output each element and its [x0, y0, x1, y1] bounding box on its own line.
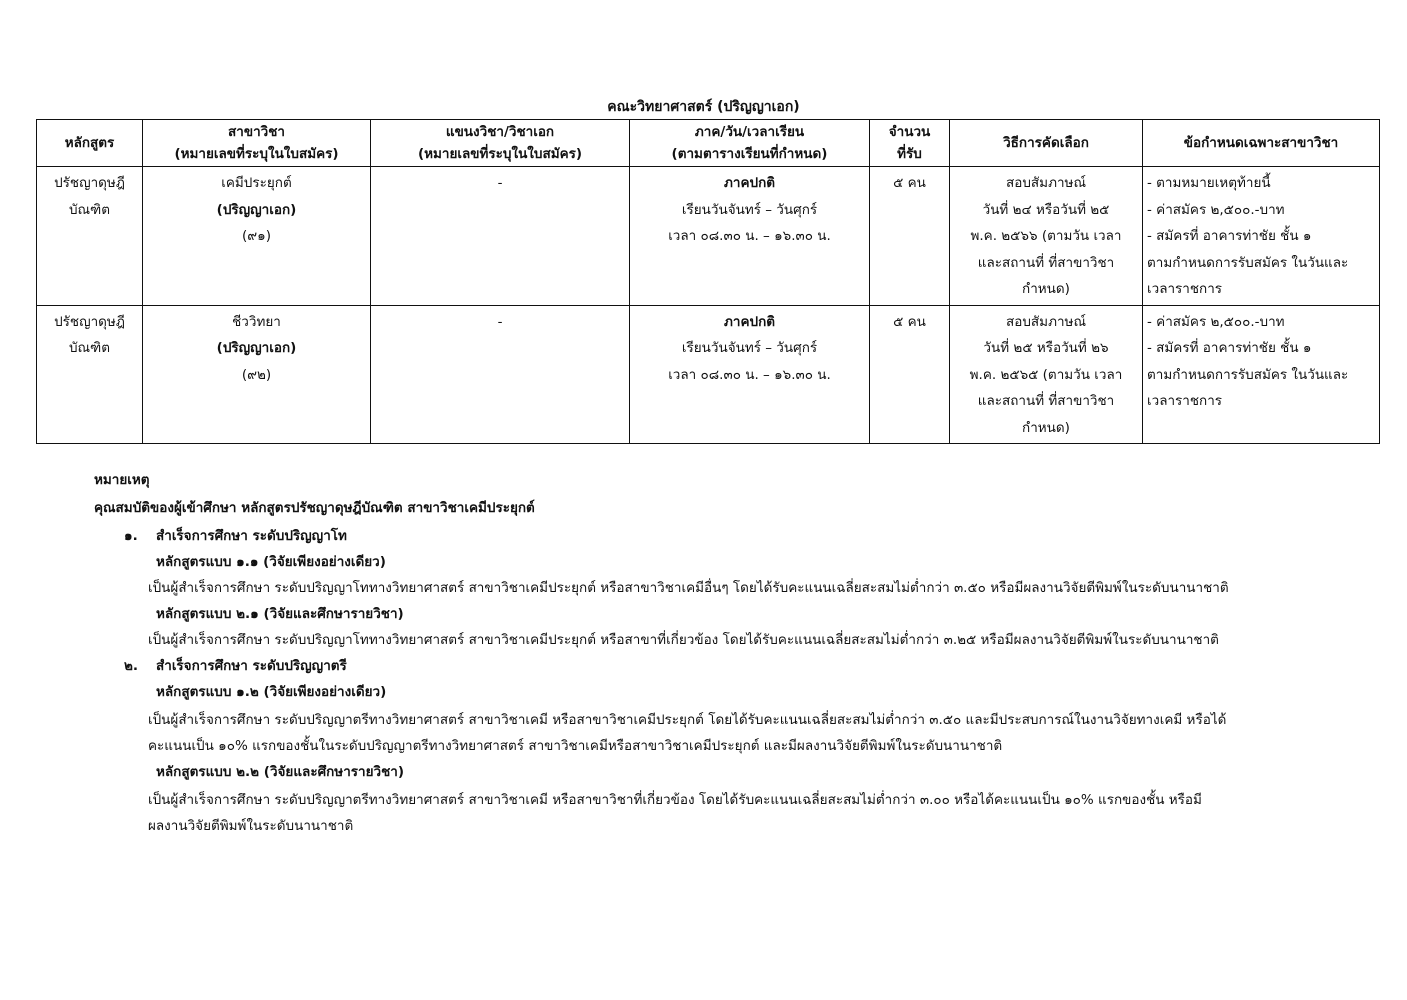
notes-subheading: คุณสมบัติของผู้เข้าศึกษา หลักสูตรปรัชญาดุษฎีบัณฑิต สาขาวิชาเคมีประยุกต์ [94, 500, 535, 516]
admission-table [36, 119, 1380, 444]
track-cell: - [371, 167, 630, 306]
major-cell: เคมีประยุกต์ (ปริญญาเอก) (๙๑) [143, 167, 371, 306]
requirements-cell: - ตามหมายเหตุท้ายนี้ - ค่าสมัคร ๒,๕๐๐.-บาท - สมัครที่ อาคารท่าชัย ชั้น ๑ ตามกำหนดการรับสมัคร ในวันและ เวลาราชการ [1143, 167, 1380, 306]
item1-title: สำเร็จการศึกษา ระดับปริญญาโท [156, 528, 347, 544]
program-cell: ปรัชญาดุษฎี บัณฑิต [37, 305, 143, 444]
table-row [37, 305, 1380, 444]
schedule-cell: ภาคปกติ เรียนวันจันทร์ – วันศุกร์ เวลา ๐๘.๓๐ น. – ๑๖.๓๐ น. [630, 305, 870, 444]
header-selection: วิธีการคัดเลือก [950, 120, 1143, 167]
program-cell: ปรัชญาดุษฎี บัณฑิต [37, 167, 143, 306]
item2-a-text-line2: คะแนนเป็น ๑๐% แรกของชั้นในระดับปริญญาตรีทางวิทยาศาสตร์ สาขาวิชาเคมีหรือสาขาวิชาเคมีประยุกต์ และมีผลงานวิจัยตีพิมพ์ในระดับนานาชาติ [148, 738, 1003, 754]
item1-a-title: หลักสูตรแบบ ๑.๑ (วิจัยเพียงอย่างเดียว) [156, 554, 386, 570]
selection-cell: สอบสัมภาษณ์ วันที่ ๒๕ หรือวันที่ ๒๖ พ.ค. ๒๕๖๕ (ตามวัน เวลา และสถานที่ ที่สาขาวิชา กำหนด) [950, 305, 1143, 444]
notes-heading: หมายเหตุ [94, 472, 150, 488]
item1-b-title: หลักสูตรแบบ ๒.๑ (วิจัยและศึกษารายวิชา) [156, 606, 404, 622]
item2-number: ๒. [124, 658, 139, 674]
item2-b-text-line1: เป็นผู้สำเร็จการศึกษา ระดับปริญญาตรีทางวิทยาศาสตร์ สาขาวิชาเคมี หรือสาขาวิชาที่เกี่ยวข้อง โดยได้รับคะแนนเฉลี่ยสะสมไม่ต่ำกว่า ๓.๐๐ หรือได้คะแนนเป็น ๑๐% แรกของชั้น หรือมี [148, 792, 1202, 808]
table-row [37, 167, 1380, 306]
header-track: แขนงวิชา/วิชาเอก (หมายเลขที่ระบุในใบสมัคร) [371, 120, 630, 167]
track-cell: - [371, 305, 630, 444]
schedule-cell: ภาคปกติ เรียนวันจันทร์ – วันศุกร์ เวลา ๐๘.๓๐ น. – ๑๖.๓๐ น. [630, 167, 870, 306]
item1-a-text: เป็นผู้สำเร็จการศึกษา ระดับปริญญาโททางวิทยาศาสตร์ สาขาวิชาเคมีประยุกต์ หรือสาขาวิชาเคมีอื่นๆ โดยได้รับคะแนนเฉลี่ยสะสมไม่ต่ำกว่า ๓.๕๐ หรือมีผลงานวิจัยตีพิมพ์ในระดับนานาชาติ [148, 580, 1229, 596]
header-requirements: ข้อกำหนดเฉพาะสาขาวิชา [1143, 120, 1380, 167]
item2-title: สำเร็จการศึกษา ระดับปริญญาตรี [156, 658, 347, 674]
item2-a-title: หลักสูตรแบบ ๑.๒ (วิจัยเพียงอย่างเดียว) [156, 684, 387, 700]
item2-a-text-line1: เป็นผู้สำเร็จการศึกษา ระดับปริญญาตรีทางวิทยาศาสตร์ สาขาวิชาเคมี หรือสาขาวิชาเคมีประยุกต์ โดยได้รับคะแนนเฉลี่ยสะสมไม่ต่ำกว่า ๓.๕๐ และมีประสบการณ์ในงานวิจัยทางเคมี หรือได้ [148, 712, 1227, 728]
quota-cell: ๕ คน [870, 167, 950, 306]
header-schedule: ภาค/วัน/เวลาเรียน (ตามตารางเรียนที่กำหนด) [630, 120, 870, 167]
item1-b-text: เป็นผู้สำเร็จการศึกษา ระดับปริญญาโททางวิทยาศาสตร์ สาขาวิชาเคมีประยุกต์ หรือสาขาที่เกี่ยวข้อง โดยได้รับคะแนนเฉลี่ยสะสมไม่ต่ำกว่า ๓.๒๕ หรือมีผลงานวิจัยตีพิมพ์ในระดับนานาชาติ [148, 632, 1219, 648]
item2-b-text-line2: ผลงานวิจัยตีพิมพ์ในระดับนานาชาติ [148, 818, 354, 834]
page-title: คณะวิทยาศาสตร์ (ปริญญาเอก) [607, 99, 800, 115]
table-header-row [37, 120, 1380, 167]
selection-cell: สอบสัมภาษณ์ วันที่ ๒๔ หรือวันที่ ๒๕ พ.ค. ๒๕๖๖ (ตามวัน เวลา และสถานที่ ที่สาขาวิชา กำหนด) [950, 167, 1143, 306]
item2-b-title: หลักสูตรแบบ ๒.๒ (วิจัยและศึกษารายวิชา) [156, 764, 405, 780]
quota-cell: ๕ คน [870, 305, 950, 444]
header-major: สาขาวิชา (หมายเลขที่ระบุในใบสมัคร) [143, 120, 371, 167]
header-quota: จำนวน ที่รับ [870, 120, 950, 167]
header-program: หลักสูตร [37, 120, 143, 167]
item1-number: ๑. [124, 528, 138, 544]
major-cell: ชีววิทยา (ปริญญาเอก) (๙๒) [143, 305, 371, 444]
requirements-cell: - ค่าสมัคร ๒,๕๐๐.-บาท - สมัครที่ อาคารท่าชัย ชั้น ๑ ตามกำหนดการรับสมัคร ในวันและ เวลาราชการ [1143, 305, 1380, 444]
